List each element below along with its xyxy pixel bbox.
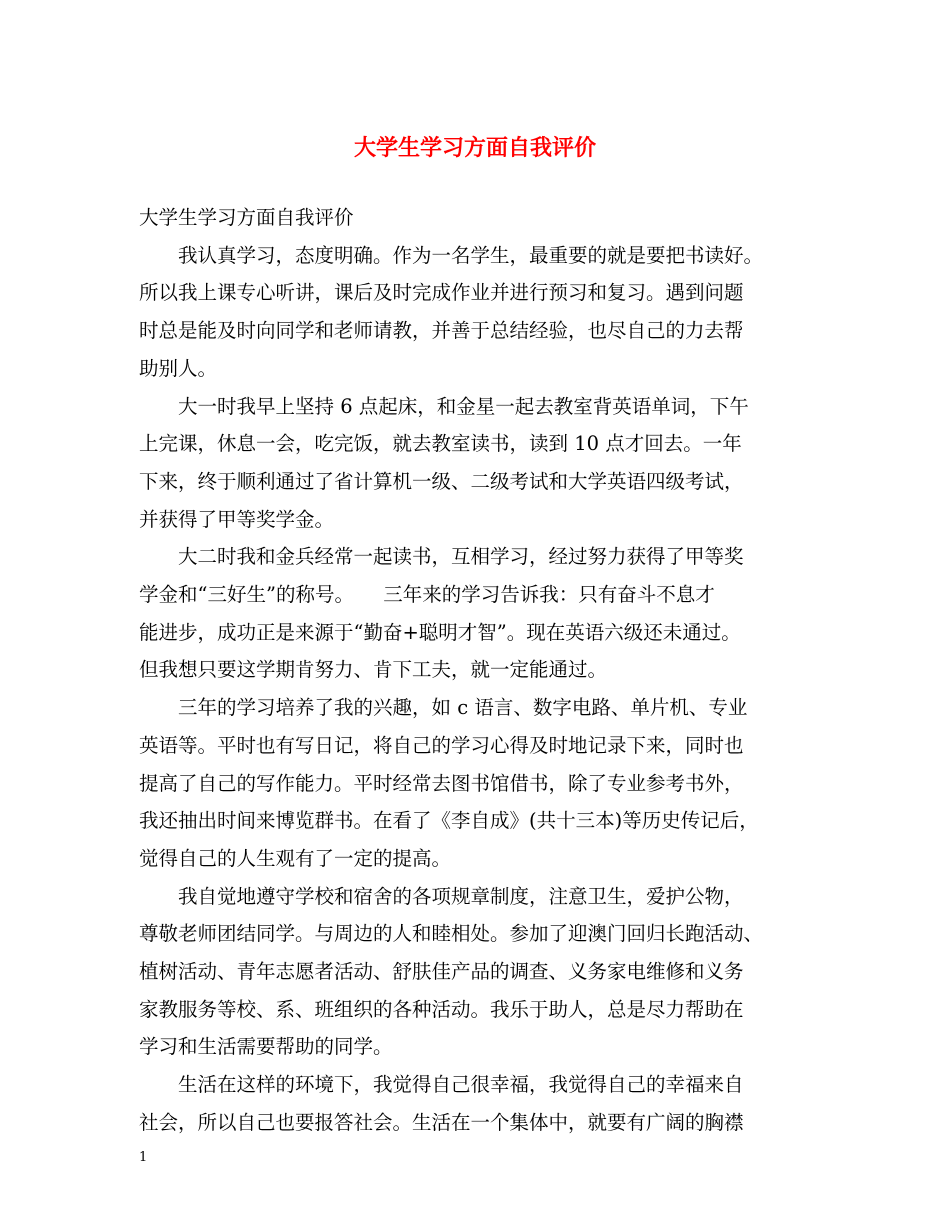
body-line: 生活在这样的环境下，我觉得自己很幸福，我觉得自己的幸福来自: [139, 1073, 744, 1097]
body-line: 但我想只要这学期肯努力、肯下工夫，就一定能通过。: [139, 658, 608, 682]
body-line: 时总是能及时向同学和老师请教，并善于总结经验，也尽自己的力去帮: [139, 319, 744, 343]
body-line: 大一时我早上坚持 6 点起床，和金星一起去教室背英语单词，下午: [139, 394, 749, 418]
body-line: 并获得了甲等奖学金。: [139, 507, 335, 531]
document-body: [139, 199, 829, 1142]
body-line: 提高了自己的写作能力。平时经常去图书馆借书，除了专业参考书外，: [139, 771, 744, 795]
body-line: 植树活动、青年志愿者活动、舒肤佳产品的调查、义务家电维修和义务: [139, 960, 744, 984]
body-line: 我认真学习，态度明确。作为一名学生，最重要的就是要把书读好。: [139, 243, 764, 267]
document-title: 大学生学习方面自我评价: [353, 135, 596, 161]
body-line: 觉得自己的人生观有了一定的提高。: [139, 846, 452, 870]
body-line: 尊敬老师团结同学。与周边的人和睦相处。参加了迎澳门回归长跑活动、: [139, 922, 764, 946]
body-line: 我还抽出时间来博览群书。在看了《李自成》(共十三本)等历史传记后，: [139, 809, 759, 833]
body-line: 大学生学习方面自我评价: [139, 206, 354, 229]
body-line: 大二时我和金兵经常一起读书，互相学习，经过努力获得了甲等奖: [139, 545, 744, 569]
body-line: 能进步，成功正是来源于“勤奋+聪明才智”。现在英语六级还未通过。: [139, 620, 741, 644]
page-number: 1: [139, 1150, 148, 1165]
body-line: 三年的学习培养了我的兴趣，如 c 语言、数字电路、单片机、专业: [139, 696, 748, 720]
body-line: 所以我上课专心听讲，课后及时完成作业并进行预习和复习。遇到问题: [139, 281, 744, 305]
body-line: 社会，所以自己也要报答社会。生活在一个集体中，就要有广阔的胸襟: [139, 1110, 744, 1134]
body-line: 助别人。: [139, 356, 218, 380]
body-line: 英语等。平时也有写日记，将自己的学习心得及时地记录下来，同时也: [139, 733, 744, 757]
body-line: 上完课，休息一会，吃完饭，就去教室读书，读到 10 点才回去。一年: [139, 432, 742, 456]
body-line: 我自觉地遵守学校和宿舍的各项规章制度，注意卫生，爱护公物，: [139, 884, 744, 908]
body-line: 家教服务等校、系、班组织的各种活动。我乐于助人，总是尽力帮助在: [139, 997, 744, 1021]
body-line: 学金和“三好生”的称号。 三年来的学习告诉我：只有奋斗不息才: [139, 583, 715, 607]
body-line: 学习和生活需要帮助的同学。: [139, 1035, 393, 1059]
body-line: 下来，终于顺利通过了省计算机一级、二级考试和大学英语四级考试，: [139, 469, 744, 493]
